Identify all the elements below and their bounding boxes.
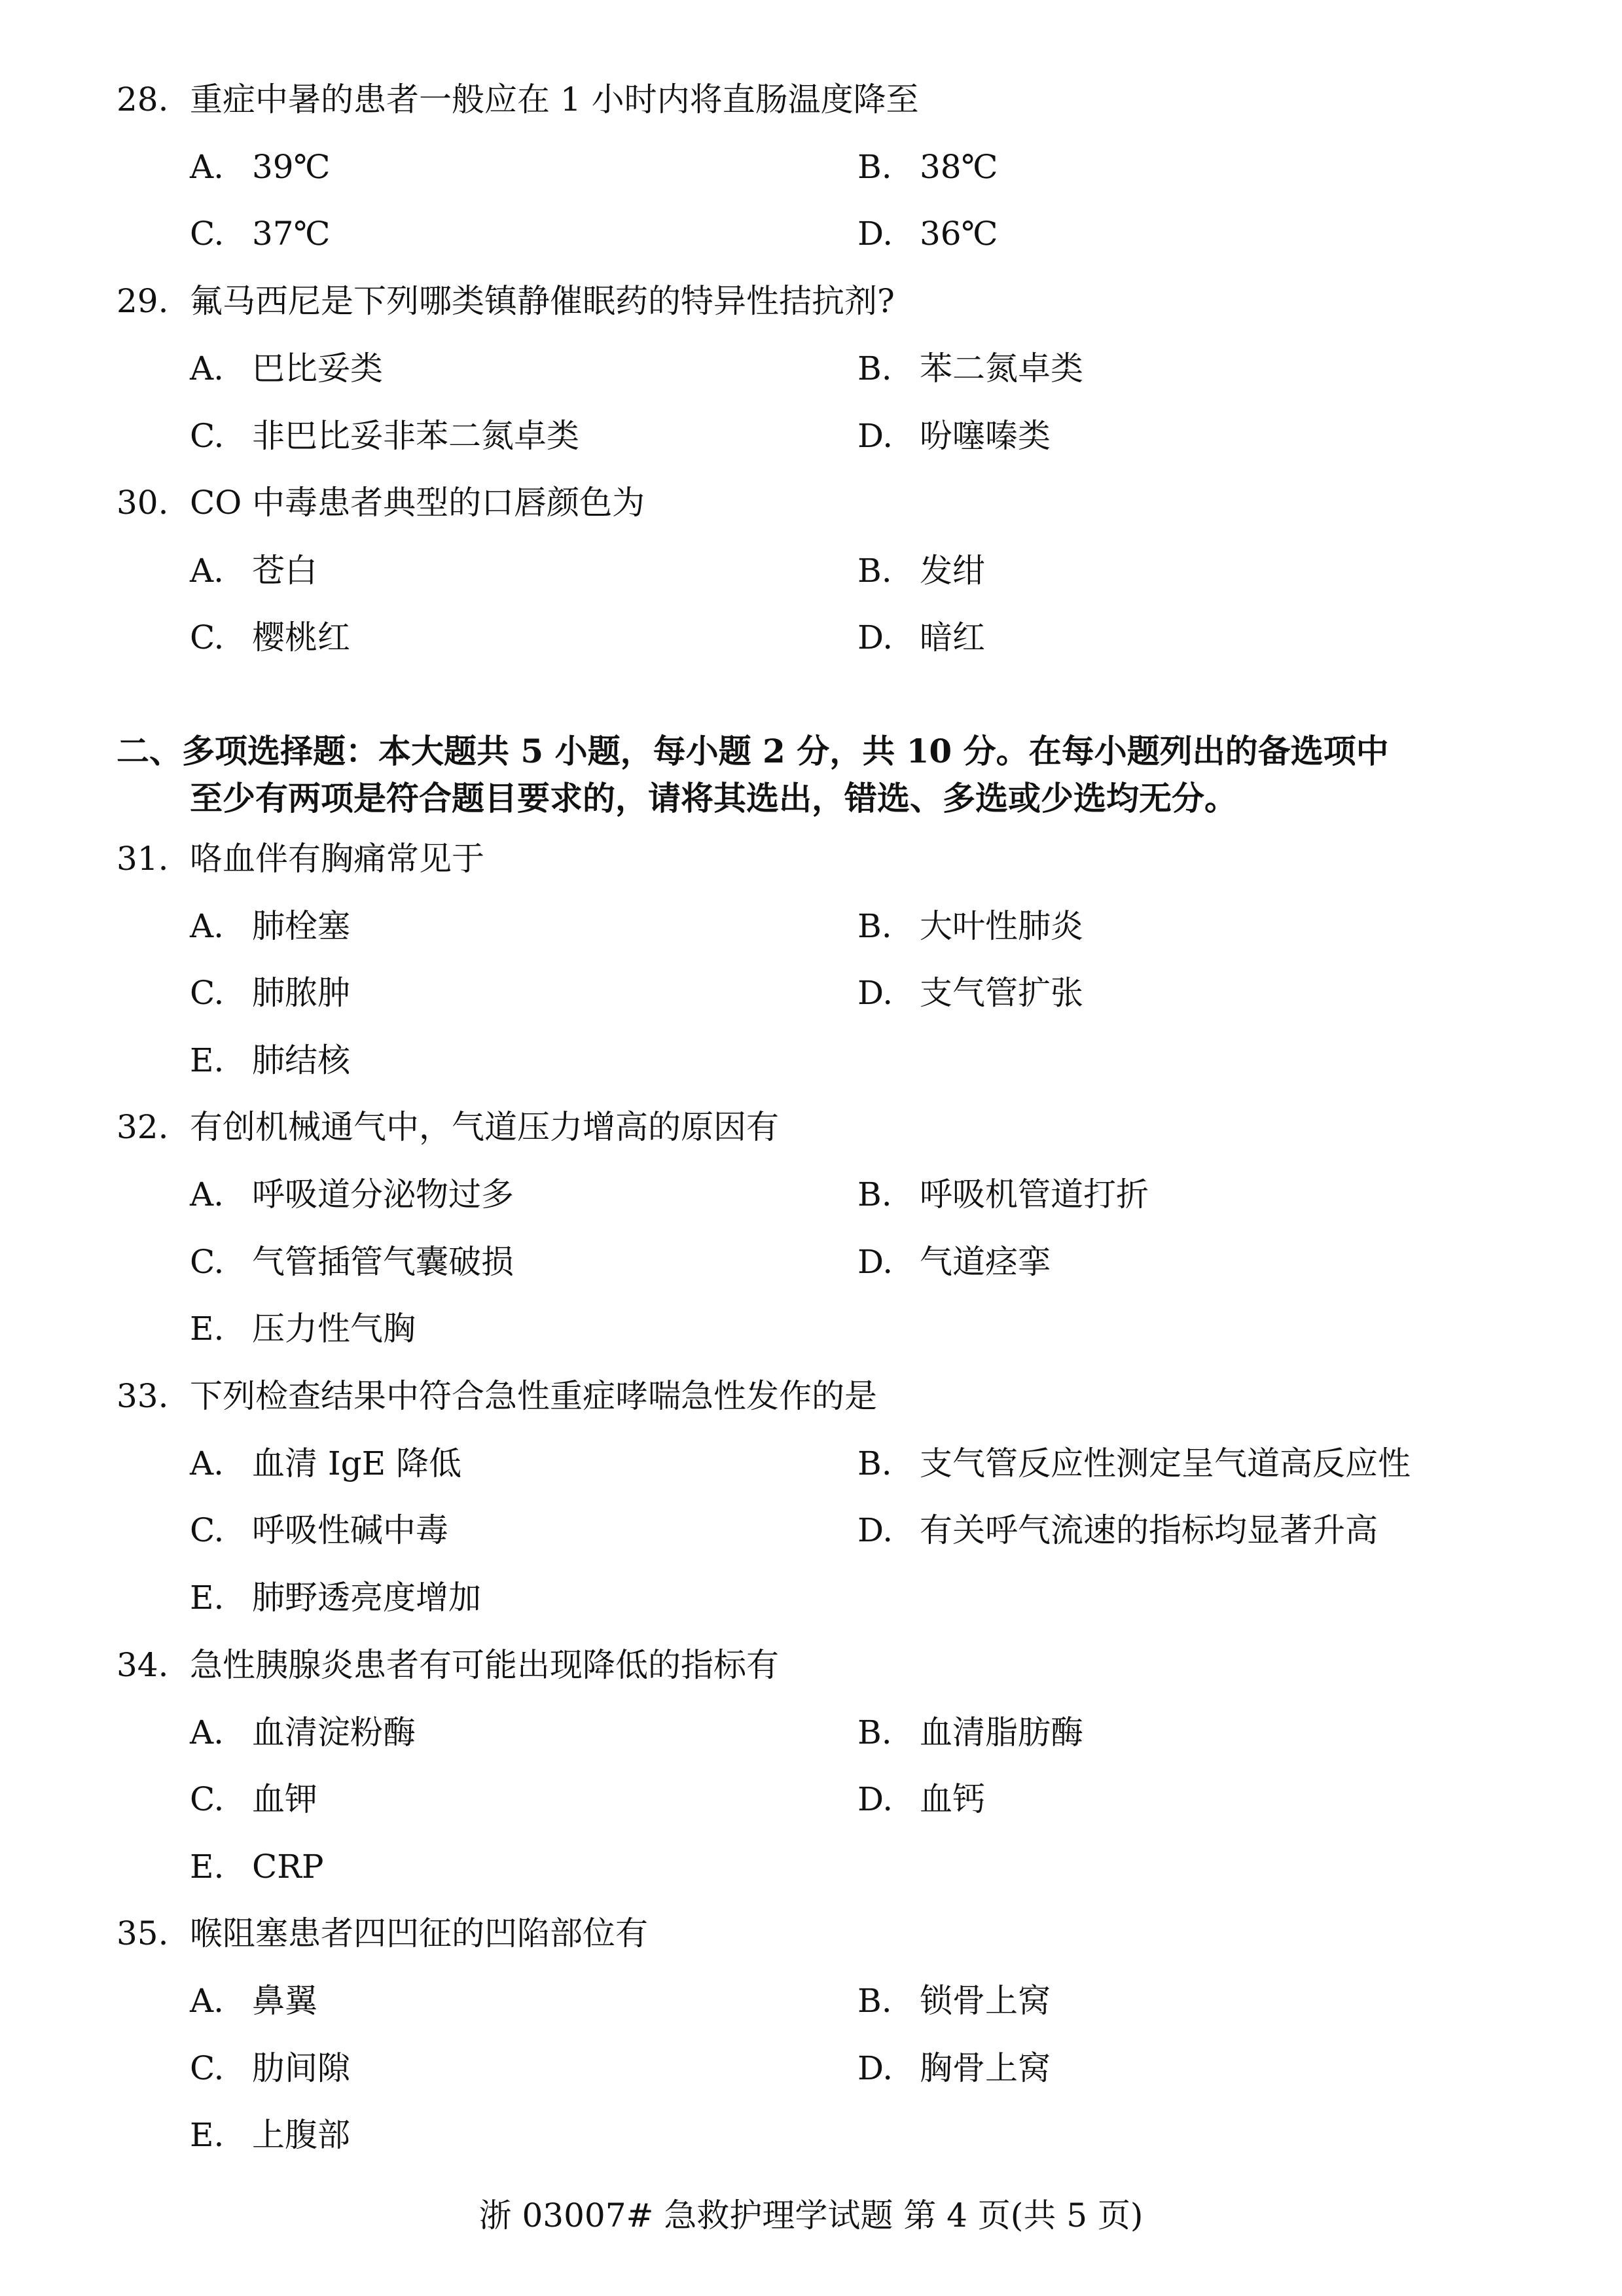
option-text: 气道痉挛 <box>920 1243 1051 1281</box>
section-heading-cont: 至少有两项是符合题目要求的，请将其选出，错选、多选或少选均无分。 <box>190 779 1237 817</box>
option-text: 36℃ <box>920 215 998 253</box>
option-text: 有关呼气流速的指标均显著升高 <box>920 1511 1378 1549</box>
option-letter: B. <box>857 1982 892 2020</box>
question-31 <box>117 839 484 878</box>
option-letter: C. <box>190 1511 225 1549</box>
question-text: 下列检查结果中符合急性重症哮喘急性发作的是 <box>190 1377 877 1415</box>
option-letter: C. <box>190 417 225 455</box>
option-text: 呼吸机管道打折 <box>920 1175 1149 1213</box>
question-number: 29. <box>117 282 169 320</box>
option-letter: C. <box>190 1780 225 1818</box>
option-letter: B. <box>857 1713 892 1751</box>
option-letter: A. <box>190 907 225 945</box>
option-letter: E. <box>190 1579 225 1617</box>
question-text: 有创机械通气中，气道压力增高的原因有 <box>190 1108 779 1146</box>
question-text: 重症中暑的患者一般应在 1 小时内将直肠温度降至 <box>190 81 919 118</box>
option-text: 巴比妥类 <box>252 350 383 387</box>
option-a <box>190 1713 416 1752</box>
option-letter: A. <box>190 1444 225 1482</box>
option-text: 肺栓塞 <box>252 907 350 945</box>
option-letter: A. <box>190 350 225 387</box>
option-letter: A. <box>190 1982 225 2020</box>
question-text: CO 中毒患者典型的口唇颜色为 <box>190 484 645 522</box>
option-b <box>857 1175 1149 1214</box>
option-letter: D. <box>857 215 893 253</box>
option-text: 锁骨上窝 <box>920 1982 1051 2020</box>
question-number: 32. <box>117 1108 169 1146</box>
question-number: 30. <box>117 484 169 522</box>
option-letter: D. <box>857 974 893 1012</box>
option-text: 发绀 <box>920 552 985 590</box>
question-29 <box>117 281 895 321</box>
question-number: 35. <box>117 1914 169 1952</box>
option-text: 苍白 <box>252 552 317 590</box>
option-d <box>857 2049 1051 2088</box>
option-c <box>190 416 579 456</box>
option-text: 暗红 <box>920 619 985 656</box>
option-e <box>190 2115 350 2155</box>
option-text: 39℃ <box>252 148 331 186</box>
page-footer: 浙 03007# 急救护理学试题 第 4 页(共 5 页) <box>478 2197 1144 2234</box>
question-28 <box>117 80 919 119</box>
question-33 <box>117 1376 877 1416</box>
option-letter: C. <box>190 215 225 253</box>
option-letter: D. <box>857 417 893 455</box>
option-letter: B. <box>857 350 892 387</box>
option-letter: D. <box>857 2049 893 2087</box>
option-letter: C. <box>190 974 225 1012</box>
option-d <box>857 973 1083 1013</box>
option-letter: A. <box>190 1175 225 1213</box>
option-d <box>857 618 985 657</box>
question-text: 氟马西尼是下列哪类镇静催眠药的特异性拮抗剂? <box>190 282 895 320</box>
option-b <box>857 349 1083 388</box>
option-text: 呼吸道分泌物过多 <box>252 1175 514 1213</box>
option-text: 38℃ <box>920 148 998 186</box>
option-text: 压力性气胸 <box>252 1310 416 1348</box>
option-text: 支气管反应性测定呈气道高反应性 <box>920 1444 1411 1482</box>
option-letter: D. <box>857 619 893 656</box>
option-letter: B. <box>857 1175 892 1213</box>
option-c <box>190 1511 448 1550</box>
option-letter: B. <box>857 1444 892 1482</box>
option-b <box>857 1713 1083 1752</box>
option-e <box>190 1847 324 1886</box>
option-text: 血清脂肪酶 <box>920 1713 1083 1751</box>
option-c <box>190 973 350 1013</box>
option-text: 肺结核 <box>252 1041 350 1079</box>
option-text: 血清淀粉酶 <box>252 1713 416 1751</box>
option-b <box>857 551 985 590</box>
option-a <box>190 349 383 388</box>
option-letter: C. <box>190 2049 225 2087</box>
option-letter: A. <box>190 148 225 186</box>
option-letter: D. <box>857 1780 893 1818</box>
option-text: 37℃ <box>252 215 331 253</box>
option-text: 肺脓肿 <box>252 974 350 1012</box>
option-c <box>190 1780 317 1819</box>
option-text: 吩噻嗪类 <box>920 417 1051 455</box>
option-a <box>190 147 331 187</box>
option-text: 支气管扩张 <box>920 974 1083 1012</box>
option-text: 肺野透亮度增加 <box>252 1579 481 1617</box>
option-b <box>857 1444 1411 1483</box>
question-32 <box>117 1107 779 1147</box>
option-text: 血钾 <box>252 1780 317 1818</box>
option-letter: B. <box>857 148 892 186</box>
question-number: 34. <box>117 1646 169 1684</box>
option-text: 非巴比妥非苯二氮卓类 <box>252 417 579 455</box>
option-e <box>190 1578 481 1617</box>
option-a <box>190 906 350 946</box>
question-number: 33. <box>117 1377 169 1415</box>
option-c <box>190 2049 350 2088</box>
option-letter: E. <box>190 2116 225 2154</box>
option-text: 肋间隙 <box>252 2049 350 2087</box>
option-letter: C. <box>190 1243 225 1281</box>
option-text: 血清 IgE 降低 <box>252 1444 462 1482</box>
option-letter: B. <box>857 552 892 590</box>
option-letter: E. <box>190 1848 225 1886</box>
option-text: 苯二氮卓类 <box>920 350 1083 387</box>
option-letter: E. <box>190 1310 225 1348</box>
question-text: 喉阻塞患者四凹征的凹陷部位有 <box>190 1914 648 1952</box>
option-a <box>190 1981 317 2020</box>
option-b <box>857 147 998 187</box>
question-number: 31. <box>117 840 169 878</box>
option-text: 血钙 <box>920 1780 985 1818</box>
option-c <box>190 1242 514 1282</box>
section-heading: 二、多项选择题：本大题共 5 小题，每小题 2 分，共 10 分。在每小题列出的备选项中 <box>117 732 1389 770</box>
option-b <box>857 1981 1051 2020</box>
option-a <box>190 1444 461 1483</box>
option-e <box>190 1041 350 1080</box>
option-text: 樱桃红 <box>252 619 350 656</box>
option-a <box>190 1175 514 1214</box>
option-text: 鼻翼 <box>252 1982 317 2020</box>
option-e <box>190 1309 416 1348</box>
option-text: 气管插管气囊破损 <box>252 1243 514 1281</box>
option-b <box>857 906 1083 946</box>
question-34 <box>117 1645 779 1685</box>
option-text: 大叶性肺炎 <box>920 907 1083 945</box>
question-text: 急性胰腺炎患者有可能出现降低的指标有 <box>190 1646 779 1684</box>
option-d <box>857 416 1051 456</box>
option-letter: A. <box>190 552 225 590</box>
option-d <box>857 1780 985 1819</box>
option-text: CRP <box>252 1848 324 1886</box>
option-c <box>190 618 350 657</box>
question-35 <box>117 1914 648 1953</box>
option-text: 上腹部 <box>252 2116 350 2154</box>
question-text: 咯血伴有胸痛常见于 <box>190 840 484 878</box>
option-d <box>857 1511 1378 1550</box>
option-letter: B. <box>857 907 892 945</box>
question-30 <box>117 483 645 522</box>
option-a <box>190 551 317 590</box>
question-number: 28. <box>117 81 169 118</box>
option-text: 呼吸性碱中毒 <box>252 1511 448 1549</box>
option-letter: E. <box>190 1041 225 1079</box>
option-d <box>857 1242 1051 1282</box>
option-letter: A. <box>190 1713 225 1751</box>
option-c <box>190 214 331 253</box>
option-letter: D. <box>857 1243 893 1281</box>
option-d <box>857 214 998 253</box>
option-letter: C. <box>190 619 225 656</box>
option-letter: D. <box>857 1511 893 1549</box>
option-text: 胸骨上窝 <box>920 2049 1051 2087</box>
